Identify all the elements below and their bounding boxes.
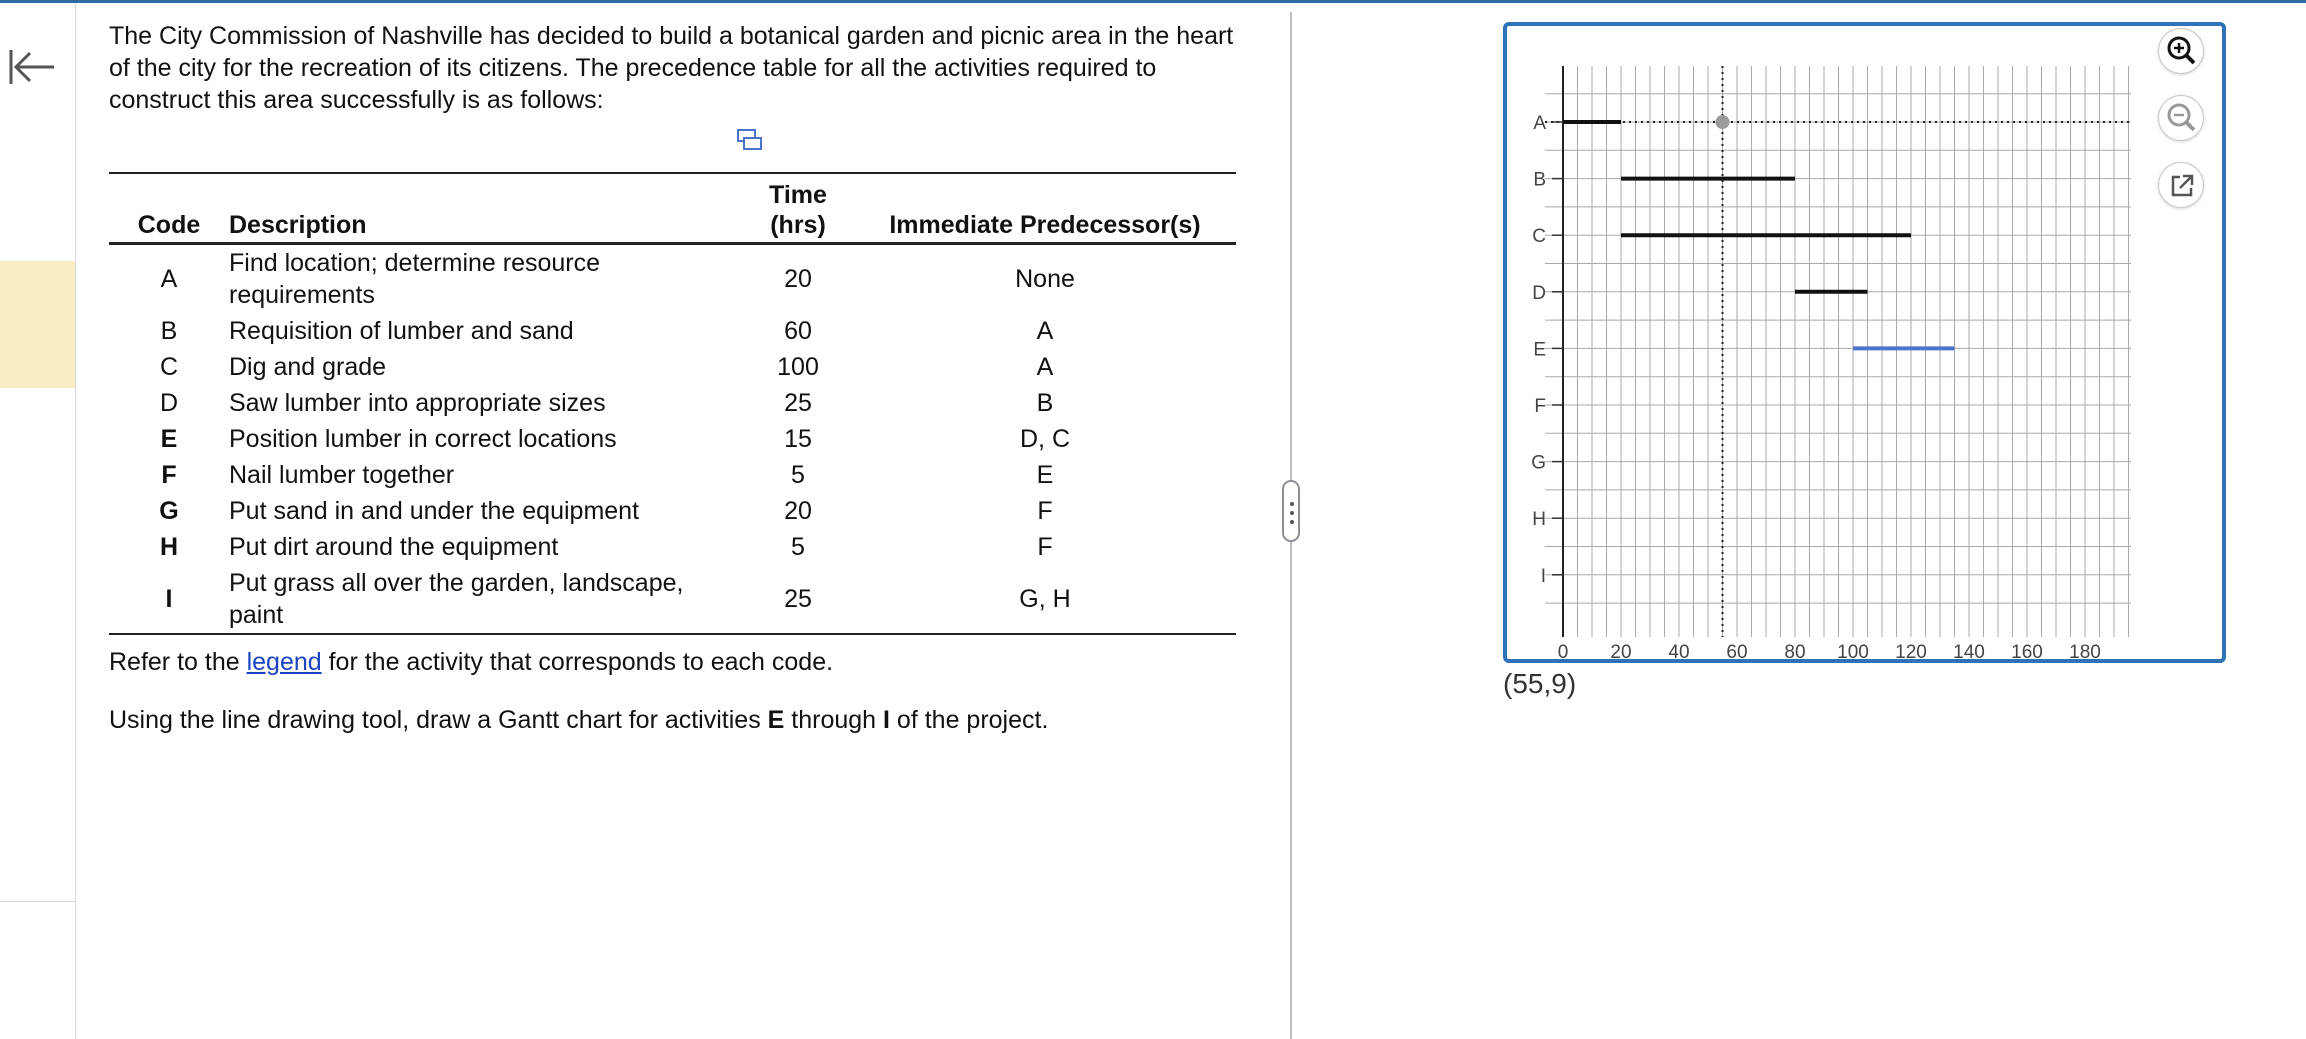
y-tick-label: A [1533, 113, 1546, 134]
refer-suffix: for the activity that corresponds to each code. [321, 648, 834, 676]
y-tick-label: D [1532, 282, 1546, 304]
legend-link[interactable]: legend [246, 648, 322, 676]
row-description: Find location; determine resource requirements [229, 249, 601, 309]
instr-prefix: Using the line drawing tool, draw a Gantt chart for activities [109, 706, 768, 734]
zoom-out-icon [2159, 96, 2205, 142]
table-row [109, 421, 1236, 457]
row-code: E [160, 425, 178, 453]
legend-reference-text [109, 648, 833, 677]
x-tick-label: 100 [1837, 642, 1869, 659]
row-predecessors: None [1015, 265, 1075, 293]
row-predecessors: G, H [1019, 585, 1071, 613]
table-row [109, 565, 1236, 634]
table-row [109, 529, 1236, 565]
row-time: 25 [784, 585, 812, 613]
row-description: Nail lumber together [229, 461, 455, 489]
instr-bold-start: E [767, 706, 785, 734]
x-tick-label: 0 [1557, 642, 1569, 659]
gantt-graph-panel[interactable] [1503, 22, 2226, 663]
row-description: Position lumber in correct locations [229, 425, 617, 453]
row-predecessors: F [1037, 497, 1053, 525]
y-tick-label: G [1531, 452, 1546, 474]
row-code: D [159, 389, 179, 417]
table-row [109, 385, 1236, 421]
header-time [742, 173, 854, 244]
cursor-point [1716, 115, 1730, 129]
coordinate-readout: (55,9) [1503, 668, 1577, 699]
y-tick-label: C [1532, 226, 1546, 248]
row-code: G [159, 497, 179, 525]
row-time: 5 [791, 533, 805, 561]
left-rail-border [75, 3, 76, 1039]
gantt-chart[interactable] [1507, 26, 2222, 659]
row-description: Put grass all over the garden, landscape, paint [229, 569, 684, 629]
arrow-left-bar-icon [2, 42, 62, 92]
table-header-row [109, 173, 1236, 244]
x-tick-label: 140 [1953, 642, 1985, 659]
table-tools-icon[interactable] [735, 126, 763, 154]
y-tick-label: H [1532, 509, 1546, 531]
question-panel [109, 20, 1239, 734]
header-predecessors: Immediate Predecessor(s) [889, 211, 1201, 239]
zoom-in-button[interactable] [2158, 28, 2204, 74]
header-time-line2: (hrs) [770, 211, 826, 239]
question-highlight [0, 261, 75, 388]
left-rail-separator [0, 901, 75, 902]
row-description: Put dirt around the equipment [229, 533, 559, 561]
row-description: Saw lumber into appropriate sizes [229, 389, 606, 417]
y-tick-label: E [1533, 339, 1546, 361]
row-predecessors: E [1036, 461, 1054, 489]
row-predecessors: F [1037, 533, 1053, 561]
external-link-icon [2159, 163, 2205, 209]
row-description: Requisition of lumber and sand [229, 317, 574, 345]
row-time: 15 [784, 425, 812, 453]
instruction-text [109, 706, 1048, 735]
instr-bold-end: I [883, 706, 890, 734]
table-row [109, 313, 1236, 349]
header-code: Code [137, 211, 201, 239]
row-predecessors: A [1036, 353, 1054, 381]
refer-prefix: Refer to the [109, 648, 247, 676]
row-description: Put sand in and under the equipment [229, 497, 640, 525]
x-tick-label: 160 [2011, 642, 2043, 659]
row-code: F [161, 461, 177, 489]
zoom-out-button[interactable] [2158, 95, 2204, 141]
pane-resize-handle[interactable] [1282, 480, 1300, 542]
popout-button[interactable] [2158, 162, 2204, 208]
collapse-panel-button[interactable] [2, 42, 62, 92]
row-predecessors: B [1036, 389, 1054, 417]
row-time: 5 [791, 461, 805, 489]
table-row [109, 457, 1236, 493]
row-predecessors: A [1036, 317, 1054, 345]
header-time-line1: Time [769, 181, 827, 209]
x-tick-label: 180 [2069, 642, 2101, 659]
row-predecessors: D, C [1020, 425, 1070, 453]
x-tick-label: 40 [1668, 642, 1690, 659]
y-tick-label: I [1540, 565, 1546, 587]
row-time: 25 [784, 389, 812, 417]
table-row [109, 493, 1236, 529]
row-time: 100 [777, 353, 819, 381]
row-code: A [160, 265, 178, 293]
row-code: H [159, 533, 179, 561]
instr-suffix: of the project. [889, 706, 1049, 734]
table-row [109, 349, 1236, 385]
row-code: I [165, 585, 173, 613]
question-intro: The City Commission of Nashville has decided to build a botanical garden and picnic area in the heart of the city for the recreation of its citizens. The precedence table for all the activities required to construct this area successfully is as follows: [109, 22, 1234, 114]
table-row [109, 244, 1236, 314]
row-time: 60 [784, 317, 812, 345]
row-time: 20 [784, 265, 812, 293]
instr-mid: through [784, 706, 884, 734]
row-time: 20 [784, 497, 812, 525]
x-tick-label: 120 [1895, 642, 1927, 659]
x-tick-label: 60 [1726, 642, 1748, 659]
top-accent-line [0, 0, 2306, 3]
x-tick-label: 80 [1784, 642, 1806, 659]
row-code: C [159, 353, 179, 381]
precedence-table [109, 172, 1236, 635]
row-code: B [160, 317, 178, 345]
y-tick-label: B [1533, 169, 1546, 191]
y-tick-label: F [1534, 396, 1546, 417]
x-tick-label: 20 [1610, 642, 1632, 659]
header-description: Description [229, 211, 367, 239]
row-description: Dig and grade [229, 353, 387, 381]
zoom-in-icon [2159, 29, 2205, 75]
